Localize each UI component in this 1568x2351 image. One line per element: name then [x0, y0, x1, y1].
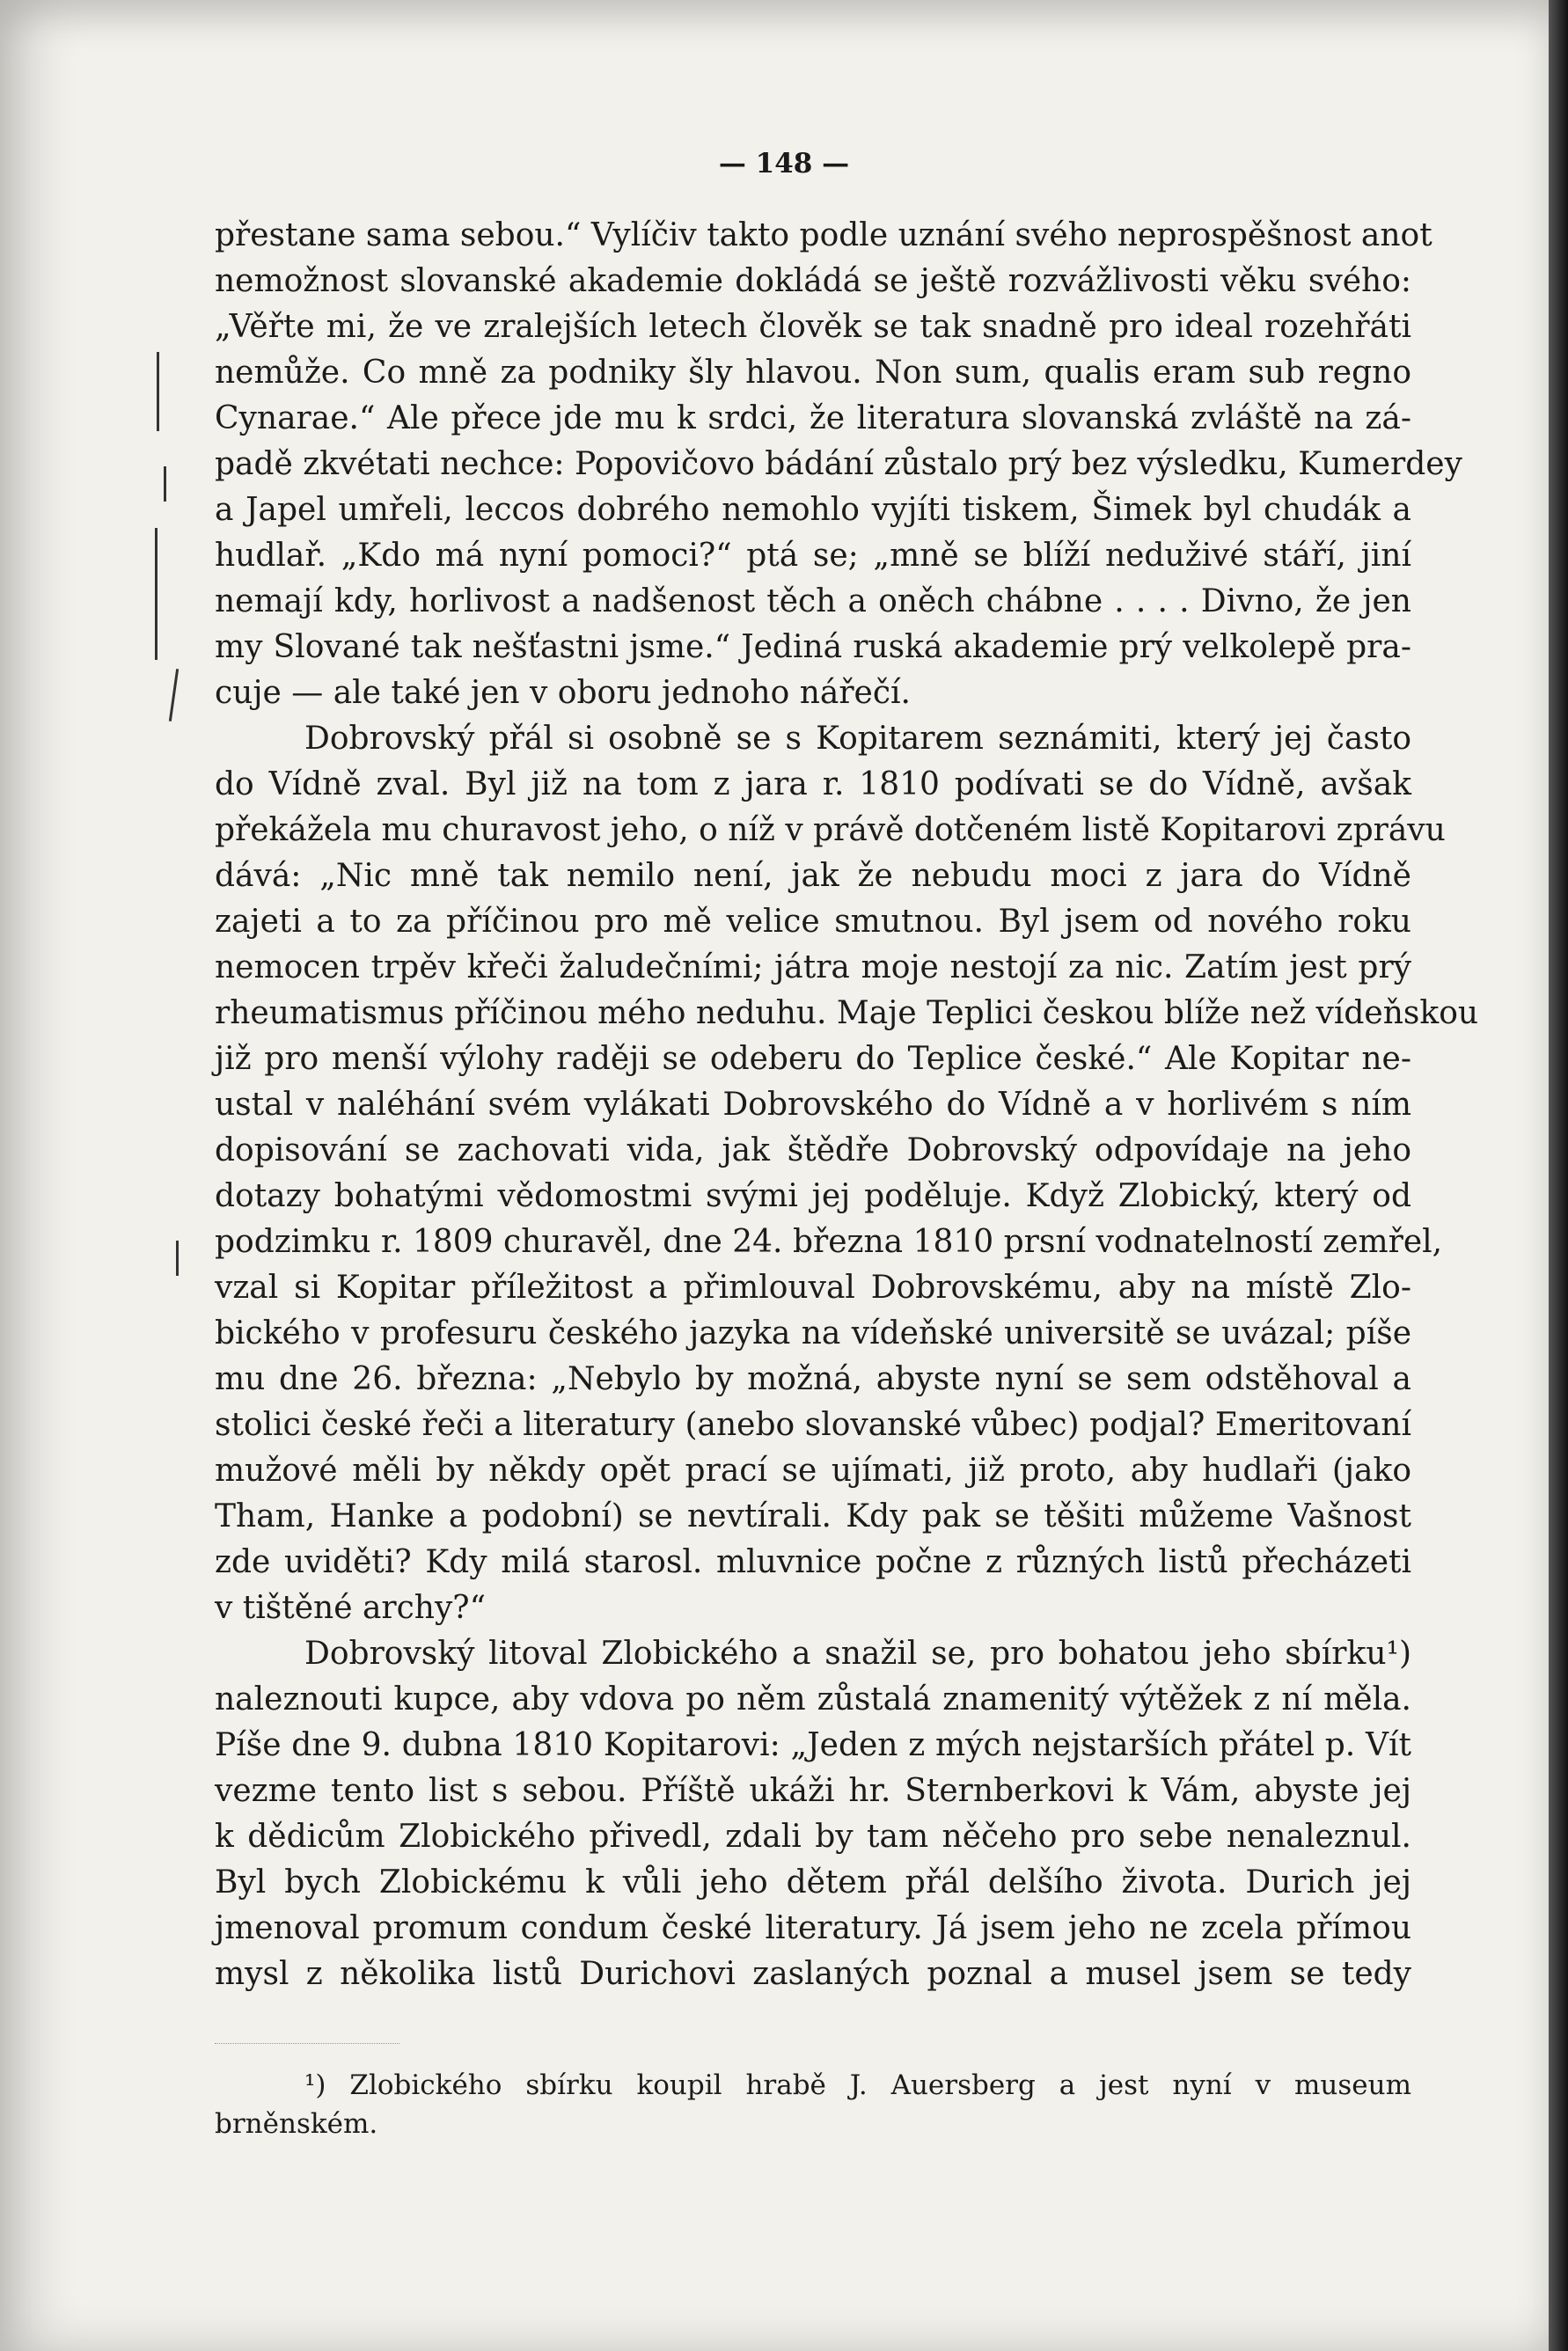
- footnote-rule: [215, 2043, 399, 2045]
- text-line: dává: „Nic mně tak nemilo není, jak že nebudu moci z jara do Vídně: [215, 858, 1411, 894]
- paragraph-2: [215, 716, 1479, 1631]
- text-line: vzal si Kopitar příležitost a přimlouval Dobrovskému, aby na místě Zlo-: [215, 1270, 1411, 1306]
- text-line: nemocen trpěv křeči žaludečními; játra moje nestojí za nic. Zatím jest prý: [215, 949, 1411, 985]
- text-line: do Vídně zval. Byl již na tom z jara r. 1810 podívati se do Vídně, avšak: [215, 766, 1411, 802]
- text-line: ustal v naléhání svém vylákati Dobrovského do Vídně a v horlivém s ním: [215, 1087, 1411, 1123]
- text-line: cuje — ale také jen v oboru jednoho nářečí.: [215, 675, 911, 711]
- margin-pencil-mark: [176, 1241, 179, 1276]
- text-line: stolici české řeči a literatury (anebo slovanské vůbec) podjal? Emeritovaní: [215, 1407, 1411, 1443]
- text-line: nemají kdy, horlivost a nadšenost těch a oněch chábne . . . . Divno, že jen: [215, 583, 1411, 619]
- text-line: padě zkvétati nechce: Popovičovo bádání zůstalo prý bez výsledku, Kumerdey: [215, 446, 1462, 482]
- text-line: Tham, Hanke a podobní) se nevtírali. Kdy pak se těšiti můžeme Vašnost: [215, 1498, 1411, 1534]
- text-line: hudlař. „Kdo má nyní pomoci?“ ptá se; „mně se blíží neduživé stáří, jiní: [215, 538, 1411, 574]
- text-line: mužové měli by někdy opět prací se ujímati, již proto, aby hudlaři (jako: [215, 1453, 1411, 1489]
- text-line: nemůže. Co mně za podniky šly hlavou. Non sum, qualis eram sub regno: [215, 355, 1411, 391]
- book-binding-edge: [1549, 0, 1568, 2351]
- margin-pencil-mark: [164, 466, 166, 502]
- text-line: Dobrovský litoval Zlobického a snažil se, pro bohatou jeho sbírku¹): [304, 1636, 1411, 1672]
- text-line: Cynarae.“ Ale přece jde mu k srdci, že literatura slovanská zvláště na zá-: [215, 400, 1411, 436]
- text-line: jmenoval promum condum české literatury. Já jsem jeho ne zcela přímou: [215, 1910, 1411, 1946]
- footnote-line: brněnském.: [215, 2108, 378, 2140]
- text-line: „Věřte mi, že ve zralejších letech člověk se tak snadně pro ideal rozehřáti: [215, 309, 1411, 345]
- margin-pencil-mark: [157, 352, 159, 431]
- text-line: k dědicům Zlobického přivedl, zdali by tam něčeho pro sebe nenaleznul.: [215, 1819, 1411, 1855]
- paragraph-3: [215, 1631, 1411, 1997]
- text-line: my Slované tak nešťastni jsme.“ Jediná ruská akademie prý velkolepě pra-: [215, 629, 1411, 665]
- text-line: Byl bych Zlobickému k vůli jeho dětem přál delšího života. Durich jej: [215, 1864, 1411, 1901]
- margin-pencil-mark: [169, 669, 179, 721]
- text-line: překážela mu churavost jeho, o níž v právě dotčeném listě Kopitarovi zprávu: [215, 812, 1446, 848]
- text-line: podzimku r. 1809 churavěl, dne 24. března 1810 prsní vodnatelností zemřel,: [215, 1224, 1443, 1260]
- text-line: zajeti a to za příčinou pro mě velice smutnou. Byl jsem od nového roku: [215, 904, 1411, 940]
- text-line: mysl z několika listů Durichovi zaslaných poznal a musel jsem se tedy: [215, 1956, 1411, 1992]
- text-line: Píše dne 9. dubna 1810 Kopitarovi: „Jeden z mých nejstarších přátel p. Vít: [215, 1727, 1411, 1763]
- text-line: dopisování se zachovati vida, jak štědře Dobrovský odpovídaje na jeho: [215, 1132, 1411, 1168]
- text-line: bického v profesuru českého jazyka na vídeňské universitě se uvázal; píše: [215, 1315, 1411, 1351]
- text-line: nemožnost slovanské akademie dokládá se ještě rozvážlivosti věku svého:: [215, 263, 1411, 299]
- footnote-line: ¹) Zlobického sbírku koupil hrabě J. Auersberg a jest nyní v museum: [304, 2069, 1411, 2101]
- text-line: v tištěné archy?“: [215, 1590, 487, 1626]
- text-line: zde uviděti? Kdy milá starosl. mluvnice počne z různých listů přecházeti: [215, 1544, 1411, 1580]
- text-line: již pro menší výlohy raději se odeberu do Teplice české.“ Ale Kopitar ne-: [215, 1041, 1411, 1077]
- page-number: — 148 —: [718, 148, 850, 179]
- text-line: přestane sama sebou.“ Vylíčiv takto podle uznání svého neprospěšnost anot: [215, 217, 1432, 253]
- text-line: mu dne 26. března: „Nebylo by možná, abyste nyní se sem odstěhoval a: [215, 1361, 1411, 1397]
- text-line: Dobrovský přál si osobně se s Kopitarem seznámiti, který jej často: [304, 721, 1411, 757]
- margin-pencil-mark: [155, 528, 158, 660]
- text-line: naleznouti kupce, aby vdova po něm zůstalá znamenitý výtěžek z ní měla.: [215, 1681, 1411, 1717]
- paragraph-1: [215, 213, 1462, 716]
- text-line: a Japel umřeli, leccos dobrého nemohlo vyjíti tiskem, Šimek byl chudák a: [215, 492, 1411, 528]
- text-line: vezme tento list s sebou. Příště ukáži hr. Sternberkovi k Vám, abyste jej: [215, 1773, 1411, 1809]
- body-text: [215, 213, 1479, 1997]
- text-line: dotazy bohatými vědomostmi svými jej poděluje. Když Zlobický, který od: [215, 1178, 1411, 1214]
- text-line: rheumatismus příčinou mého neduhu. Maje Teplici českou blíže než vídeňskou: [215, 995, 1479, 1031]
- footnote: [215, 2066, 1411, 2143]
